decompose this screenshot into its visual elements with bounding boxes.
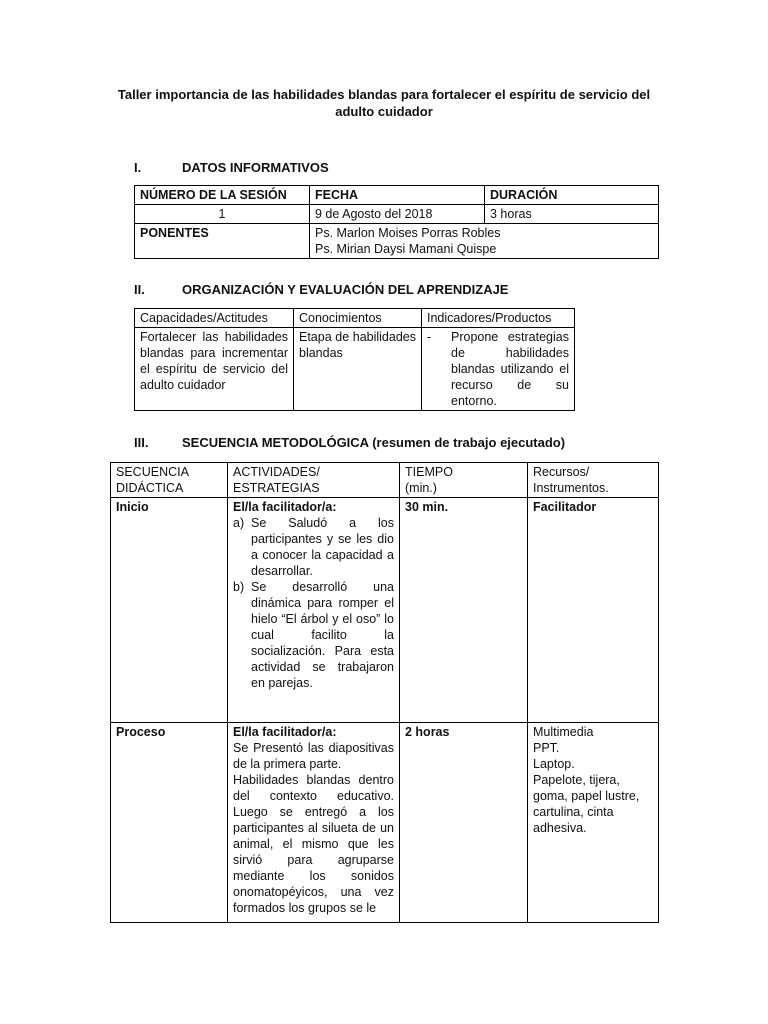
section-1-title: DATOS INFORMATIVOS: [182, 160, 329, 175]
inicio-label: Inicio: [111, 498, 228, 723]
inicio-facilitador: El/la facilitador/a:: [233, 500, 337, 514]
header-tiempo: [400, 463, 528, 498]
inicio-item-b: [233, 579, 394, 691]
indicadores-cell: [422, 328, 575, 411]
header-actividades-1: ACTIVIDADES/: [233, 465, 320, 479]
proceso-label: Proceso: [111, 723, 228, 923]
indicador-text: Propone estrategias de habilidades blandas utilizando el recurso de su entorno.: [451, 330, 569, 408]
header-indicadores: Indicadores/Productos: [422, 309, 575, 328]
proceso-recurso-3: Laptop.: [533, 757, 575, 771]
indicador-marker: -: [427, 330, 432, 344]
section-2-title: ORGANIZACIÓN Y EVALUACIÓN DEL APRENDIZAJE: [182, 282, 509, 297]
ponente-1: Ps. Marlon Moises Porras Robles: [315, 226, 501, 240]
header-actividades-2: ESTRATEGIAS: [233, 481, 320, 495]
proceso-text-2: Habilidades blandas dentro del contexto educativo. Luego se entregó a los participantes al silueta de un animal, el mismo que les sirvió para agruparse mediante los sonidos onomatopéyicos, una vez formados los grupos se le: [233, 773, 394, 915]
section-3-title-normal: resumen de trabajo ejecutado): [376, 435, 566, 450]
proceso-facilitador: El/la facilitador/a:: [233, 725, 337, 739]
header-secuencia: [111, 463, 228, 498]
ponentes-label: PONENTES: [135, 224, 310, 259]
header-capacidades: Capacidades/Actitudes: [135, 309, 294, 328]
fecha-value: 9 de Agosto del 2018: [310, 205, 485, 224]
datos-informativos-table: [134, 185, 659, 259]
proceso-recurso-4: Papelote, tijera, goma, papel lustre, cartulina, cinta adhesiva.: [533, 773, 640, 835]
header-fecha: FECHA: [310, 186, 485, 205]
header-recursos-2: Instrumentos.: [533, 481, 609, 495]
header-recursos-1: Recursos/: [533, 465, 590, 479]
capacidades-value: Fortalecer las habilidades blandas para incrementar el espíritu de servicio del adulto cuidador: [135, 328, 294, 411]
inicio-item-b-marker: b): [233, 580, 245, 594]
proceso-text-1: Se Presentó las diapositivas de la primera parte.: [233, 741, 394, 771]
sesion-value: 1: [135, 205, 310, 224]
header-secuencia-2: DIDÁCTICA: [116, 481, 184, 495]
proceso-actividades: [228, 723, 400, 923]
indicador-item: [427, 329, 569, 409]
header-tiempo-1: TIEMPO: [405, 465, 453, 479]
inicio-item-a-marker: a): [233, 516, 245, 530]
ponentes-value: [310, 224, 659, 259]
header-duracion: DURACIÓN: [485, 186, 659, 205]
ponente-2: Ps. Mirian Daysi Mamani Quispe: [315, 242, 497, 256]
proceso-recursos: [528, 723, 659, 923]
secuencia-table: [110, 462, 659, 923]
header-actividades: [228, 463, 400, 498]
header-conocimientos: Conocimientos: [294, 309, 422, 328]
duracion-value: 3 horas: [485, 205, 659, 224]
header-recursos: [528, 463, 659, 498]
inicio-item-a: [233, 515, 394, 579]
document-title: Taller importancia de las habilidades blandas para fortalecer el espíritu de servicio del adulto cuidador: [117, 87, 651, 119]
inicio-tiempo: 30 min.: [400, 498, 528, 723]
section-2-number: II.: [134, 282, 145, 297]
header-sesion: NÚMERO DE LA SESIÓN: [135, 186, 310, 205]
inicio-item-b-text: Se desarrolló una dinámica para romper el hielo “El árbol y el oso” lo cual facilito la socialización. Para esta actividad se trabajaron en parejas.: [251, 580, 394, 690]
conocimientos-value: Etapa de habilidades blandas: [294, 328, 422, 411]
section-3-title: [182, 435, 565, 450]
section-3-title-bold: SECUENCIA METODOLÓGICA (: [182, 435, 377, 450]
section-3-number: III.: [134, 435, 149, 450]
inicio-recursos: Facilitador: [528, 498, 659, 723]
inicio-item-a-text: Se Saludó a los participantes y se les dio a conocer la capacidad a desarrollar.: [251, 516, 394, 578]
header-tiempo-2: (min.): [405, 481, 437, 495]
proceso-recurso-1: Multimedia: [533, 725, 594, 739]
inicio-actividades: [228, 498, 400, 723]
header-secuencia-1: SECUENCIA: [116, 465, 189, 479]
section-1-number: I.: [134, 160, 142, 175]
proceso-recurso-2: PPT.: [533, 741, 560, 755]
organizacion-table: [134, 308, 575, 411]
proceso-tiempo: 2 horas: [400, 723, 528, 923]
